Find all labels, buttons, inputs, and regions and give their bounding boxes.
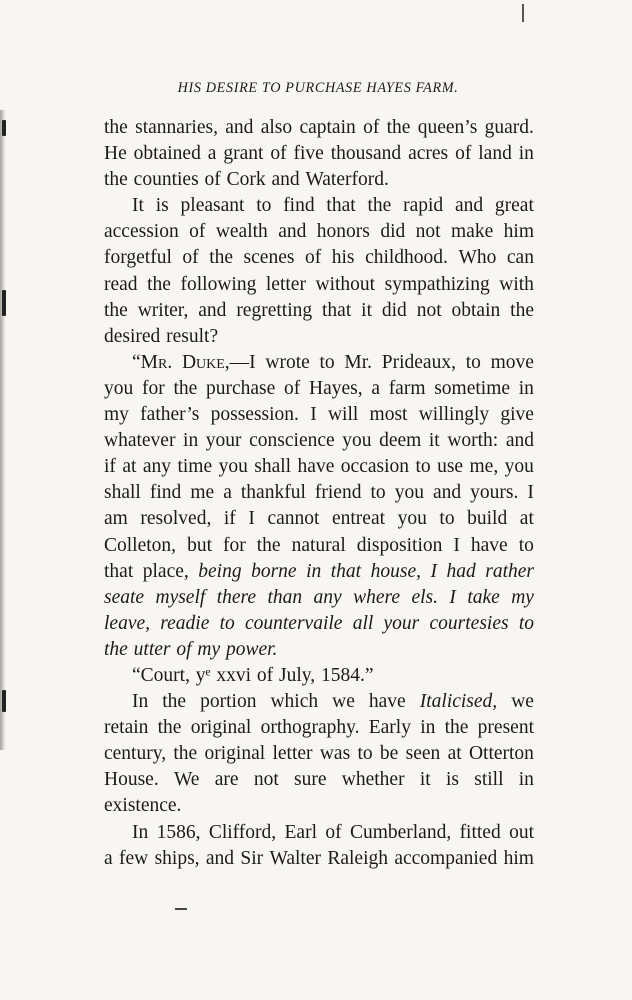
word: than [267, 586, 303, 608]
word: did [380, 221, 406, 243]
word: of [182, 247, 199, 269]
word: letter [265, 273, 306, 295]
word: grant [223, 143, 264, 165]
word: sometime [434, 377, 511, 399]
word: without [315, 273, 376, 295]
word: resolved, [140, 508, 212, 530]
word: Cork [226, 169, 266, 191]
word: We [173, 769, 200, 791]
text-line [104, 376, 534, 402]
word: in [518, 377, 534, 399]
word: seate [104, 586, 145, 608]
word: which [270, 691, 319, 713]
word: a [371, 377, 380, 399]
word: to [518, 612, 534, 634]
word: worth: [447, 430, 499, 452]
word: captain [299, 117, 356, 138]
word: sure [294, 769, 327, 791]
word: Mr. [344, 351, 373, 373]
word: of [189, 221, 206, 243]
word: is [155, 195, 169, 217]
word: In [132, 821, 149, 843]
word: make [451, 221, 494, 243]
word: for [223, 534, 246, 556]
word: in [420, 717, 436, 739]
word: if [223, 508, 236, 530]
word: time [177, 456, 213, 478]
text-line [104, 820, 534, 846]
word: had [446, 560, 476, 582]
word: courtesies [429, 612, 509, 634]
word: honors [316, 221, 370, 243]
word: the [209, 247, 234, 269]
text-line [104, 115, 534, 141]
word: Who [458, 247, 497, 269]
word: give [500, 404, 534, 426]
word: forgetful [104, 247, 172, 269]
word: friend [314, 482, 362, 504]
word: occasion [340, 456, 410, 478]
text-line [104, 428, 534, 454]
word: a [104, 847, 113, 869]
word: the [173, 743, 198, 765]
word: a [223, 482, 232, 504]
word: build [467, 508, 508, 530]
word: and [198, 299, 227, 321]
text-line [104, 193, 534, 219]
word: in [518, 769, 534, 791]
word: disposition [356, 534, 443, 556]
word: find [283, 195, 315, 217]
word: 1584.” [320, 664, 374, 686]
text-line [104, 741, 534, 767]
word: that [322, 299, 352, 321]
running-head: HIS DESIRE TO PURCHASE HAYES FARM. [177, 80, 459, 96]
text-line [104, 350, 534, 376]
word: wrote [265, 351, 310, 373]
word: of [256, 664, 274, 686]
word: we [511, 691, 534, 713]
word: it [361, 299, 372, 321]
text-line [104, 454, 534, 480]
word: Walter [269, 847, 321, 869]
word: Sir [240, 847, 264, 869]
text-line [104, 559, 534, 585]
text-line [104, 715, 534, 741]
word: me, [469, 456, 499, 478]
word: yᵉ [195, 664, 211, 686]
text-line [104, 402, 534, 428]
word: whatever [104, 430, 176, 452]
word: of [204, 169, 221, 191]
word: Cumberland, [349, 821, 452, 843]
word: ships, [154, 847, 200, 869]
word: my [511, 586, 534, 608]
text-line [104, 506, 534, 532]
text-line [104, 219, 534, 245]
word: me [190, 482, 215, 504]
word: in [518, 143, 534, 165]
word: House. [104, 769, 159, 791]
word: natural [291, 534, 346, 556]
word: seen [405, 743, 441, 765]
word: for [141, 377, 165, 399]
word: have [368, 691, 406, 713]
word: Early [368, 717, 411, 739]
word: find [149, 482, 182, 504]
word: wealth [215, 221, 268, 243]
word: the [157, 717, 182, 739]
body-text [104, 115, 534, 872]
word: July, [279, 664, 316, 686]
word: I [248, 508, 255, 530]
word: counties [133, 169, 199, 191]
word: the [256, 534, 281, 556]
word: I [453, 534, 460, 556]
word: the [444, 717, 469, 739]
word: Duke,—I [181, 351, 256, 373]
word: Clifford, [208, 821, 277, 843]
word: purchase [205, 377, 276, 399]
word: Colleton, [104, 534, 177, 556]
word: Otterton [468, 743, 534, 765]
word: 1586, [156, 821, 201, 843]
word: to [319, 351, 335, 373]
word: century, [104, 743, 167, 765]
word: retain [104, 717, 149, 739]
page-mark [175, 908, 187, 910]
word: place, [142, 560, 189, 582]
word: with [499, 273, 534, 295]
word: your [205, 430, 242, 452]
word: five [293, 143, 324, 165]
word: countervaile [244, 612, 343, 634]
word: will [327, 404, 359, 426]
word: it [428, 430, 440, 452]
word: accession [104, 221, 179, 243]
word: him [503, 221, 534, 243]
word: are [214, 769, 239, 791]
word: few [119, 847, 149, 869]
word: most [369, 404, 408, 426]
word: not [415, 221, 441, 243]
edge-mark [2, 690, 6, 712]
word: Prideaux, [381, 351, 456, 373]
word: we [332, 691, 355, 713]
word: of [176, 638, 192, 660]
word: was [319, 743, 351, 765]
word: existence. [104, 795, 182, 817]
word: where [353, 586, 401, 608]
word: at [519, 508, 534, 530]
text-line [104, 533, 534, 559]
word: of [304, 247, 322, 269]
text-line [104, 846, 534, 872]
word: also [260, 117, 293, 138]
word: It [132, 195, 144, 217]
word: the [162, 691, 187, 713]
word: desired [104, 325, 161, 347]
word: to [357, 743, 373, 765]
word: of [284, 377, 301, 399]
word: acres [408, 143, 449, 165]
word: in [183, 430, 199, 452]
word: to [465, 351, 481, 373]
word: not [253, 769, 279, 791]
word: be [379, 743, 399, 765]
word: utter [133, 638, 171, 660]
edge-mark [2, 290, 6, 316]
word: my [197, 638, 221, 660]
word: the [104, 169, 128, 191]
word: him [503, 847, 534, 869]
word: have [470, 534, 508, 556]
word: rather [485, 560, 534, 582]
word: great [494, 195, 534, 217]
word: queen’s [417, 117, 478, 138]
word: thousand [330, 143, 402, 165]
word: original [204, 743, 266, 765]
word: portion [200, 691, 257, 713]
word: you [104, 377, 134, 399]
word: move [490, 351, 534, 373]
word: land [478, 143, 512, 165]
word: rapid [403, 195, 444, 217]
word: am [104, 508, 128, 530]
word: readie [160, 612, 210, 634]
word: thankful [240, 482, 306, 504]
word: of [455, 143, 472, 165]
word: have [297, 456, 335, 478]
word: use [437, 456, 464, 478]
word: Raleigh [327, 847, 388, 869]
word: cannot [267, 508, 320, 530]
word: regretting [236, 299, 313, 321]
word: you [394, 482, 424, 504]
word: you [397, 508, 427, 530]
text-line [104, 298, 534, 324]
word: and [432, 482, 462, 504]
word: the [367, 195, 392, 217]
word: the [173, 377, 198, 399]
word: willingly [418, 404, 490, 426]
word: read [104, 273, 138, 295]
word: myself [155, 586, 206, 608]
word: my [104, 404, 129, 426]
word: there [216, 586, 257, 608]
word: the [104, 299, 128, 321]
word: any [142, 456, 172, 478]
word: and [225, 117, 254, 138]
word: house, [370, 560, 421, 582]
text-line [104, 611, 534, 637]
word: any [313, 586, 342, 608]
text-line [104, 637, 534, 663]
word: of [270, 143, 287, 165]
word: In [132, 691, 149, 713]
word: but [187, 534, 212, 556]
word: Hayes, [308, 377, 363, 399]
word: Italicised, [419, 691, 498, 713]
word: whether [341, 769, 405, 791]
text-line [104, 141, 534, 167]
word: present [477, 717, 534, 739]
word: all [352, 612, 374, 634]
word: stannaries, [135, 117, 218, 138]
word: childhood. [365, 247, 448, 269]
word: the [147, 273, 171, 295]
text-line [104, 272, 534, 298]
word: and [278, 221, 307, 243]
word: pleasant [180, 195, 245, 217]
text-line [104, 245, 534, 271]
word: I [527, 482, 534, 504]
text-line [104, 480, 534, 506]
word: you [342, 430, 372, 452]
word: father’s [140, 404, 200, 426]
word: obtained [133, 143, 201, 165]
word: to [518, 534, 534, 556]
text-line [104, 167, 534, 193]
word: I [449, 586, 456, 608]
word: and [505, 430, 534, 452]
word: and [205, 847, 235, 869]
word: his [331, 247, 355, 269]
word: following [180, 273, 257, 295]
word: orthography. [260, 717, 360, 739]
word: result? [166, 325, 219, 347]
word: farm [388, 377, 426, 399]
word: can [506, 247, 534, 269]
word: I [430, 560, 437, 582]
word: out [509, 821, 534, 843]
page-binding-shadow [0, 110, 6, 750]
word: guard. [484, 117, 534, 138]
text-line [104, 793, 534, 819]
word: sympathizing [384, 273, 490, 295]
word: “Court, [132, 664, 190, 686]
word: of [325, 821, 342, 843]
word: accompanied [394, 847, 498, 869]
word: not [416, 299, 442, 321]
word: power. [225, 638, 278, 660]
word: of [363, 117, 380, 138]
word: yours. [470, 482, 519, 504]
word: entreat [331, 508, 386, 530]
text-line [104, 324, 534, 350]
text-line [104, 767, 534, 793]
word: He [104, 143, 127, 165]
word: to [415, 456, 431, 478]
word: that [330, 560, 362, 582]
word: if [104, 456, 116, 478]
word: at [447, 743, 462, 765]
word: you [218, 456, 248, 478]
word: being [198, 560, 242, 582]
text-line [104, 585, 534, 611]
word: scenes [243, 247, 295, 269]
word: possession. [210, 404, 299, 426]
word: is [445, 769, 459, 791]
word: original [190, 717, 252, 739]
word: deem [379, 430, 422, 452]
word: you [504, 456, 534, 478]
word: leave, [104, 612, 151, 634]
word: that [326, 195, 356, 217]
word: and [454, 195, 484, 217]
word: “Mr. [132, 351, 173, 373]
word: take [467, 586, 500, 608]
text-line [104, 689, 534, 715]
word: els. [411, 586, 438, 608]
word: writer, [137, 299, 189, 321]
word: xxvi [216, 664, 252, 686]
word: did [381, 299, 407, 321]
word: shall [254, 456, 292, 478]
word: to [439, 508, 455, 530]
word: and [271, 169, 300, 191]
word: at [122, 456, 137, 478]
word: I [310, 404, 317, 426]
edge-mark [2, 120, 6, 136]
word: conscience [249, 430, 335, 452]
word: the [104, 638, 128, 660]
word: the [104, 117, 128, 138]
page-mark [521, 4, 525, 22]
word: letter [272, 743, 313, 765]
word: it [419, 769, 431, 791]
word: borne [251, 560, 297, 582]
word: obtain [451, 299, 501, 321]
word: fitted [459, 821, 501, 843]
word: that [104, 560, 134, 582]
word: to [256, 195, 272, 217]
word: the [510, 299, 534, 321]
text-line [104, 663, 534, 689]
word: to [370, 482, 386, 504]
word: your [383, 612, 420, 634]
word: Earl [284, 821, 317, 843]
word: shall [104, 482, 141, 504]
word: the [386, 117, 411, 138]
word: Waterford. [305, 169, 389, 191]
word: still [474, 769, 504, 791]
word: a [207, 143, 217, 165]
word: in [306, 560, 322, 582]
word: to [219, 612, 235, 634]
